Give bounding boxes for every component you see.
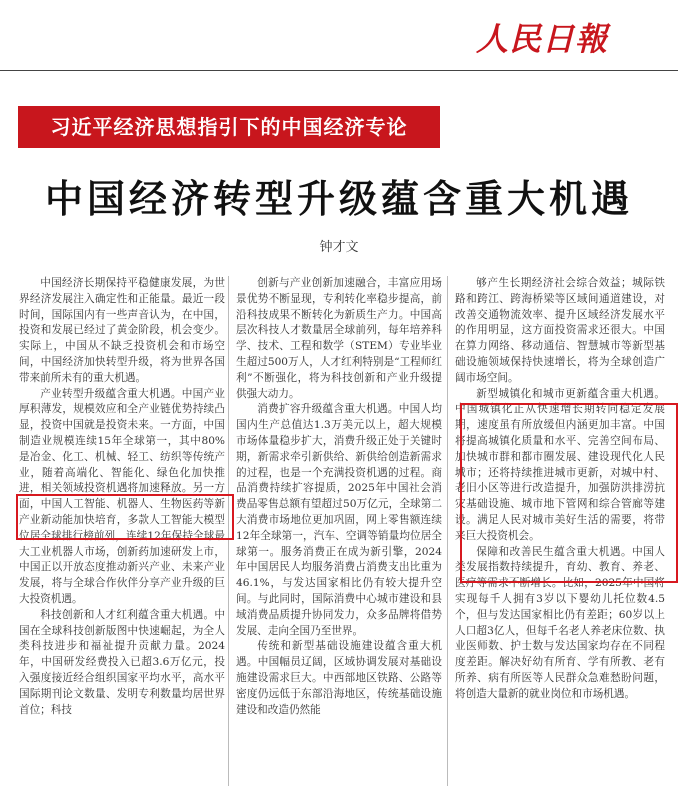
paragraph: 消费扩容升级蕴含重大机遇。中国人均国内生产总值达1.3万美元以上，超大规模市场体量稳步扩大，消费升级正处于关键时期，新需求牵引新供给、新供给创造新需求的过程，也是一个充满投资机遇的过程。商品消费持续扩容提质，2025年中国社会消费品零售总额有望超过50万亿元，全球第二大消费市场地位更加巩固，网上零售额连续12年全球第一，汽车、空调等销量均位居全球第一。服务消费正在成为新引擎，2024年中国居民人均服务消费占消费支出比重为46.1%，与发达国家相比仍有较大提升空间。与此同时，国际消费中心城市建设和县域消费品质提升协同发力，众多品牌将借势发展、走向全国乃至世界。 bbox=[236, 403, 442, 637]
paragraph: 传统和新型基础设施建设蕴含重大机遇。中国幅员辽阔，区域协调发展对基础设施建设需求巨大。中西部地区铁路、公路等密度仍远低于东部沿海地区，传统基础设施建设和改造仍然能 bbox=[236, 640, 442, 716]
article-headline: 中国经济转型升级蕴含重大机遇 bbox=[44, 177, 633, 221]
author-byline: 钟才文 bbox=[319, 240, 359, 255]
paragraph: 科技创新和人才红利蕴含重大机遇。中国在全球科技创新版图中快速崛起，为全人类科技进步和福祉提升贡献力量。2024年，中国研发经费投入已超3.6万亿元，投入强度接近经合组织国家平均水平，高水平国际期刊论文数量、发明专利数量均居世界首位；科技 bbox=[19, 608, 225, 716]
article-column-3 bbox=[455, 276, 665, 786]
paragraph: 中国经济长期保持平稳健康发展，为世界经济发展注入确定性和正能量。最近一段时间，国际国内有一些声音认为，在中国，投资和发展已经过了黄金阶段，机会变少。实际上，中国从不缺乏投资机会和市场空间，中国经济加快转型升级，将为世界各国带来前所未有的重大机遇。 bbox=[19, 277, 225, 384]
series-banner: 习近平经济思想指引下的中国经济专论 bbox=[18, 106, 440, 148]
paragraph: 新型城镇化和城市更新蕴含重大机遇。中国城镇化正从快速增长期转向稳定发展期，速度虽有所放缓但内涵更加丰富。中国将提高城镇化质量和水平、完善空间布局、加快城市群和都市圈发展、建设现代化人民城市；还将持续推进城市更新，对城中村、老旧小区等进行改造提升，加强防洪排涝抗灾基础设施、城市地下管网和综合管廊等建设。满足人民对城市美好生活的需要，将带来巨大投资机会。 bbox=[455, 387, 665, 542]
article-column-2 bbox=[236, 276, 442, 786]
column-divider bbox=[228, 276, 229, 786]
header-divider bbox=[0, 70, 678, 71]
paragraph: 保障和改善民生蕴含重大机遇。中国人类发展指数持续提升，育幼、教育、养老、医疗等需求不断增长。比如，2025年中国将实现每千人拥有3岁以下婴幼儿托位数4.5个，但与发达国家相比仍有差距；60岁以上人口超3亿人，但每千名老人养老床位数、执业医师数、护士数与发达国家均存在不同程度差距。解决好幼有所育、学有所教、老有所养、病有所医等人民群众急难愁盼问题，将创造大量新的就业岗位和市场机遇。 bbox=[455, 545, 665, 700]
article-column-1 bbox=[19, 276, 225, 786]
paragraph: 创新与产业创新加速融合，丰富应用场景优势不断显现，专利转化率稳步提高，前沿科技成果不断转化为新质生产力。中国高层次科技人才数量居全球前列，每年培养科学、技术、工程和数学（STEM）专业毕业生超过500万人，人才红利特别是“工程师红利”不断强化，将为科技创新和产业升级提供强大动力。 bbox=[236, 277, 442, 400]
paragraph: 够产生长期经济社会综合效益；城际铁路和跨江、跨海桥梁等区域间通道建设，对改善交通物流效率、提升区域经济发展水平的作用明显，这方面投资需求还很大。中国在算力网络、移动通信、智慧城市等新型基础设施领域保持快速增长，将为全球创造广阔市场空间。 bbox=[455, 277, 665, 384]
masthead-logo: 人民日報 bbox=[475, 20, 608, 58]
paragraph: 产业转型升级蕴含重大机遇。中国产业厚积薄发，规模效应和全产业链优势持续凸显，投资中国就是投资未来。一方面，中国制造业规模连续15年全球第一，其中80%是冶金、化工、机械、轻工、纺织等传统产业，随着高端化、智能化、绿色化加快推进，相关领域投资机遇将加速释放。另一方面，中国人工智能、机器人、生物医药等新产业新动能加快培育，多款人工智能大模型位居全球排行榜前列，连续12年保持全球最大工业机器人市场，创新药加速研发上市，中国正以开放态度推动新兴产业、未来产业发展，将与全球合作伙伴分享产业升级的巨大投资机遇。 bbox=[19, 387, 225, 605]
column-divider bbox=[447, 276, 448, 786]
